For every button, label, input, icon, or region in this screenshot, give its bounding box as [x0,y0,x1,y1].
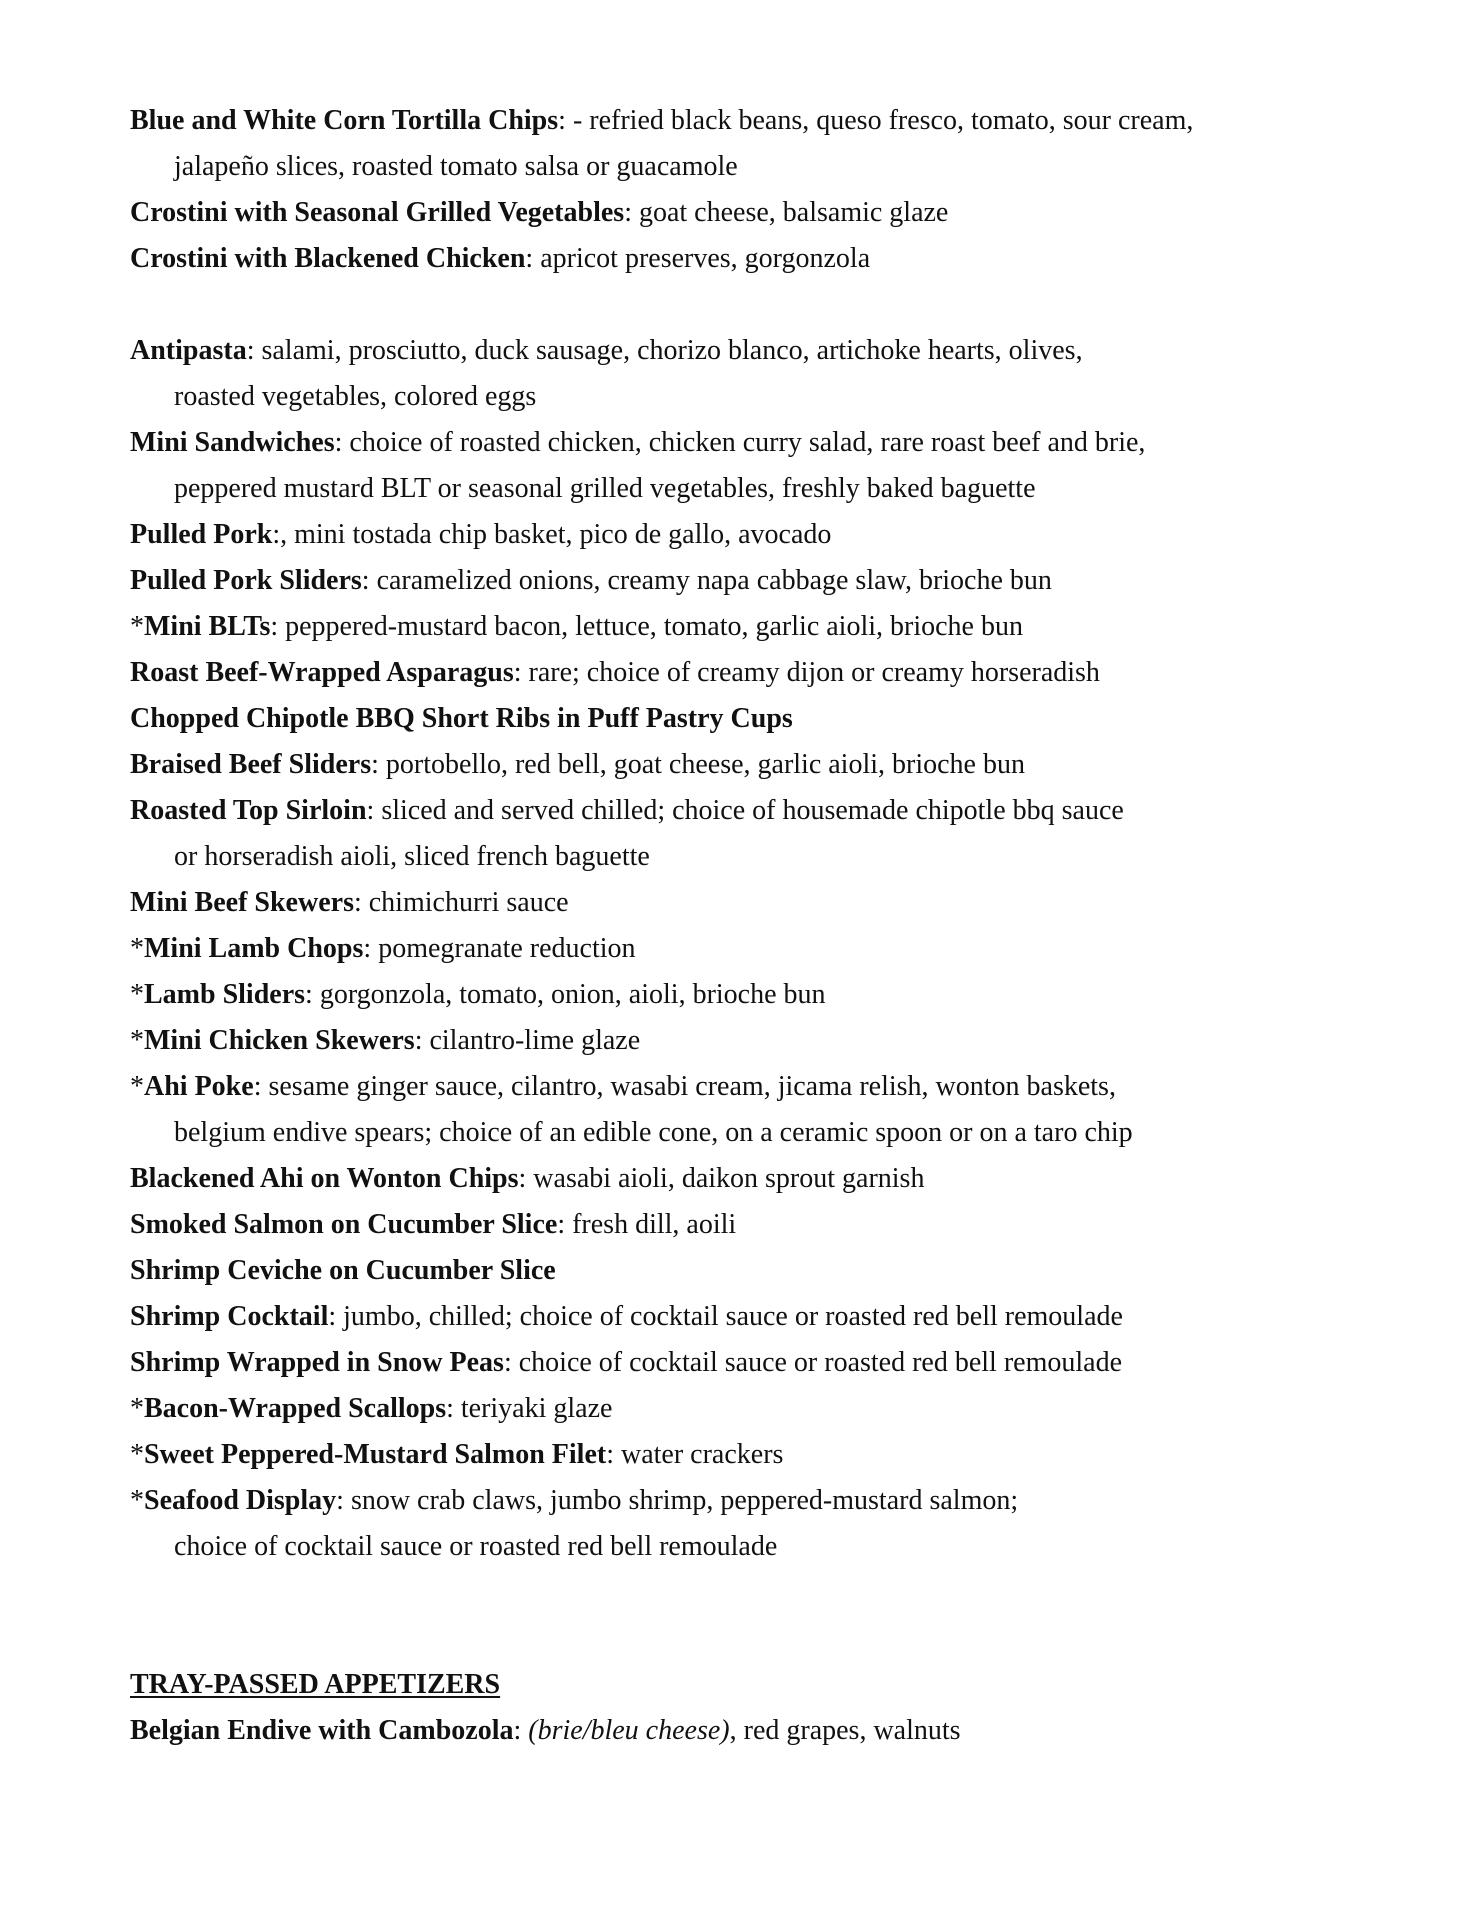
item-separator: : [606,1439,621,1470]
item-description: cilantro-lime glaze [429,1025,641,1056]
item-description: mini tostada chip basket, pico de gallo, avocado [294,519,832,550]
item-description: fresh dill, aoili [572,1209,737,1240]
menu-item [130,880,1380,926]
item-description: choice of roasted chicken, chicken curry salad, rare roast beef and brie, [349,427,1146,458]
item-description: pomegranate reduction [378,933,636,964]
menu-page [130,98,1380,1754]
item-name: Roasted Top Sirloin [130,795,367,826]
menu-item [130,1708,1380,1754]
menu-item [130,1340,1380,1386]
item-name: Chopped Chipotle BBQ Short Ribs in Puff Pastry Cups [130,703,793,734]
item-description: jumbo, chilled; choice of cocktail sauce or roasted red bell remoulade [343,1301,1123,1332]
item-description: apricot preserves, gorgonzola [540,243,871,274]
menu-item [130,1202,1380,1248]
item-description: portobello, red bell, goat cheese, garlic aioli, brioche bun [385,749,1025,780]
item-name: Mini Lamb Chops [144,933,364,964]
menu-item [130,1156,1380,1202]
item-separator: :, [272,519,295,550]
item-separator: : [253,1071,269,1102]
item-separator: : [334,427,350,458]
item-separator: : [270,611,286,642]
item-separator: : [246,335,262,366]
spacer [130,1570,1380,1662]
item-description-continued: roasted vegetables, colored eggs [174,381,537,412]
item-name: Blue and White Corn Tortilla Chips [130,105,559,136]
menu-item [130,1478,1380,1524]
item-name: Belgian Endive with Cambozola [130,1715,514,1746]
tray-passed-list [130,1708,1380,1754]
menu-item [130,788,1380,834]
item-description: peppered-mustard bacon, lettuce, tomato, garlic aioli, brioche bun [285,611,1023,642]
item-description: , red grapes, walnuts [729,1715,961,1746]
spacer [130,282,1380,328]
item-name: Mini Sandwiches [130,427,335,458]
item-separator: : [328,1301,344,1332]
item-marker: * [130,933,144,964]
menu-item [130,1386,1380,1432]
section-heading: TRAY-PASSED APPETIZERS [130,1669,501,1700]
item-name: Roast Beef-Wrapped Asparagus [130,657,514,688]
item-description-continued: belgium endive spears; choice of an edible cone, on a ceramic spoon or on a taro chip [174,1117,1133,1148]
item-marker: * [130,1485,144,1516]
item-name: Ahi Poke [144,1071,254,1102]
item-marker: * [130,979,144,1010]
item-description: salami, prosciutto, duck sausage, chorizo blanco, artichoke hearts, olives, [261,335,1083,366]
item-description: caramelized onions, creamy napa cabbage slaw, brioche bun [376,565,1052,596]
item-marker: * [130,1071,144,1102]
item-note: (brie/bleu cheese) [528,1715,730,1746]
item-name: Seafood Display [144,1485,337,1516]
item-name: Crostini with Seasonal Grilled Vegetables [130,197,625,228]
item-name: Mini Beef Skewers [130,887,354,918]
item-name: Shrimp Cocktail [130,1301,329,1332]
item-marker: * [130,1025,144,1056]
item-description: water crackers [621,1439,784,1470]
item-description: teriyaki glaze [460,1393,613,1424]
item-name: Antipasta [130,335,247,366]
item-description: sesame ginger sauce, cilantro, wasabi cream, jicama relish, wonton baskets, [268,1071,1116,1102]
menu-item [130,236,1380,282]
item-separator: : [305,979,320,1010]
item-description: chimichurri sauce [368,887,569,918]
item-marker: * [130,1393,144,1424]
item-name: Crostini with Blackened Chicken [130,243,526,274]
menu-item [130,650,1380,696]
item-name: Smoked Salmon on Cucumber Slice [130,1209,558,1240]
item-description: choice of cocktail sauce or roasted red bell remoulade [518,1347,1123,1378]
top-items-list [130,98,1380,282]
item-description: goat cheese, balsamic glaze [638,197,949,228]
menu-item [130,98,1380,144]
item-name: Pulled Pork Sliders [130,565,362,596]
item-name: Blackened Ahi on Wonton Chips [130,1163,519,1194]
menu-item [130,696,1380,742]
item-separator: : [414,1025,430,1056]
item-separator: : [363,933,379,964]
menu-item [130,1432,1380,1478]
item-description: - refried black beans, queso fresco, tomato, sour cream, [572,105,1194,136]
menu-item [130,604,1380,650]
item-separator: : [366,795,382,826]
item-name: Shrimp Ceviche on Cucumber Slice [130,1255,556,1286]
menu-item [130,328,1380,374]
menu-item [130,512,1380,558]
menu-item [130,972,1380,1018]
item-separator: : [557,1209,573,1240]
item-separator: : [513,1715,529,1746]
menu-item [130,1294,1380,1340]
menu-item [130,1018,1380,1064]
item-description: sliced and served chilled; choice of housemade chipotle bbq sauce [381,795,1124,826]
item-name: Lamb Sliders [144,979,306,1010]
item-separator: : [371,749,386,780]
item-description: gorgonzola, tomato, onion, aioli, brioche bun [319,979,826,1010]
item-separator: : [353,887,369,918]
item-separator: : [518,1163,534,1194]
item-name: Pulled Pork [130,519,273,550]
item-name: Shrimp Wrapped in Snow Peas [130,1347,504,1378]
menu-item [130,190,1380,236]
item-description-continued: jalapeño slices, roasted tomato salsa or guacamole [174,151,738,182]
items-list [130,328,1380,1570]
item-description: wasabi aioli, daikon sprout garnish [533,1163,925,1194]
item-name: Sweet Peppered-Mustard Salmon Filet [144,1439,607,1470]
item-description-continued: choice of cocktail sauce or roasted red bell remoulade [174,1531,778,1562]
item-separator: : [361,565,377,596]
menu-item [130,742,1380,788]
item-name: Bacon-Wrapped Scallops [144,1393,447,1424]
menu-item [130,1064,1380,1110]
item-separator: : [503,1347,519,1378]
item-separator: : [558,105,573,136]
item-description-continued: peppered mustard BLT or seasonal grilled vegetables, freshly baked baguette [174,473,1036,504]
menu-item [130,558,1380,604]
item-name: Braised Beef Sliders [130,749,372,780]
item-separator: : [446,1393,461,1424]
item-name: Mini BLTs [144,611,271,642]
item-description: rare; choice of creamy dijon or creamy horseradish [528,657,1100,688]
item-marker: * [130,1439,144,1470]
item-separator: : [525,243,541,274]
item-marker: * [130,611,144,642]
menu-item [130,1248,1380,1294]
item-separator: : [336,1485,351,1516]
item-description-continued: or horseradish aioli, sliced french baguette [174,841,650,872]
item-separator: : [513,657,529,688]
item-name: Mini Chicken Skewers [144,1025,415,1056]
menu-item [130,926,1380,972]
item-separator: : [624,197,639,228]
item-description: snow crab claws, jumbo shrimp, peppered-mustard salmon; [350,1485,1019,1516]
menu-item [130,420,1380,466]
